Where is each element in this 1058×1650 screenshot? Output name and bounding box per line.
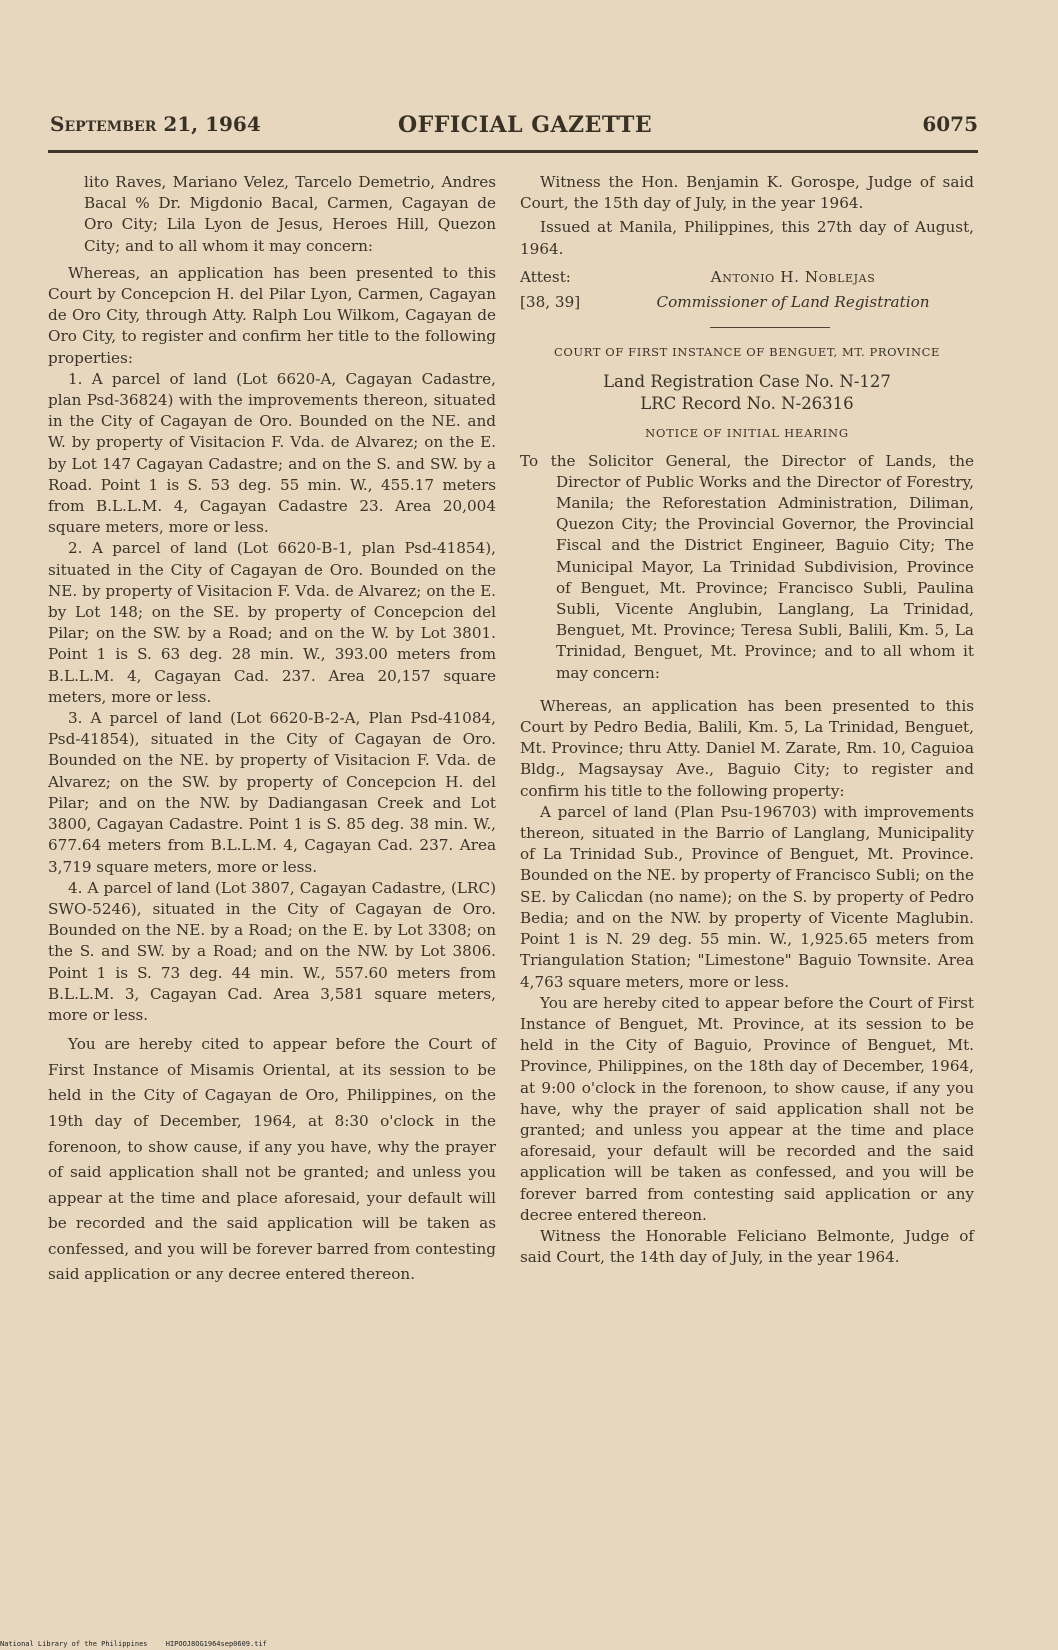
parcel-paragraph: A parcel of land (Plan Psu-196703) with improvements thereon, situated in the Barrio of Langlang, Municipality of La Trinidad Sub., Province of Benguet, Mt. Province. Bounded on the NE. by property of Francisco Subli; on the SE. by Calicdan (no name); on the S. by property of Pedro Bedia; and on the NW. by property of Vicente Maglubin. Point 1 is N. 29 deg. 55 min. W., 1,925.65 meters from Triangulation Station; "Limestone" Baguio Townsite. Area 4,763 square meters, more or less. (520, 802, 974, 991)
header-title: OFFICIAL GAZETTE (398, 112, 653, 138)
footer-file: HIPOOJ8OG1964sep0609.tif (165, 1640, 267, 1648)
parcel-item-1: 1. A parcel of land (Lot 6620-A, Cagayan Cadastre, plan Psd-36824) with the improvements thereon, situated in the City of Cagayan de Oro. Bounded on the NE. and W. by property of Visitacion F. Vda. de Alvarez; on the E. by Lot 147 Cagayan Cadastre; and on the S. and SW. by a Road. Point 1 is S. 53 deg. 55 min. W., 455.17 meters from B.L.L.M. 4, Cagayan Cadastre 23. Area 20,004 square meters, more or less. (48, 369, 496, 537)
parcel-item-4: 4. A parcel of land (Lot 3807, Cagayan Cadastre, (LRC) SWO-5246), situated in the City of Cagayan de Oro. Bounded on the NE. by a Road; on the E. by Lot 3308; on the S. and SW. by a Road; and on the NW. by Lot 3806. Point 1 is S. 73 deg. 44 min. W., 557.60 meters from B.L.L.M. 3, Cagayan Cad. Area 3,581 square meters, more or less. (48, 878, 496, 1024)
attest-label: Attest: (520, 267, 571, 286)
right-column (520, 172, 974, 1268)
lrc-record: LRC Record No. N-26316 (640, 394, 854, 414)
whereas-paragraph-2: Whereas, an application has been presented to this Court by Pedro Bedia, Balili, Km. 5, La Trinidad, Benguet, Mt. Province; thru Atty. Daniel M. Zarate, Rm. 10, Caguioa Bldg., Magsaysay Ave., Baguio City; to register and confirm his title to the following property: (520, 696, 974, 800)
attest-block-2 (520, 292, 974, 313)
attest-block (520, 267, 974, 288)
attest-reference: [38, 39] (520, 293, 581, 312)
case-number: Land Registration Case No. N-127 (603, 372, 891, 392)
addressee-paragraph: lito Raves, Mariano Velez, Tarcelo Demetrio, Andres Bacal % Dr. Migdonio Bacal, Carmen, Cagayan de Oro City; Lila Lyon de Jesus, Heroes Hill, Quezon City; and to all whom it may concern: (84, 173, 496, 255)
footer-library: National Library of the Philippines (0, 1640, 148, 1648)
issued-paragraph: Issued at Manila, Philippines, this 27th day of August, 1964. (520, 218, 974, 258)
attest-title: Commissioner of Land Registration (656, 293, 930, 312)
attest-signatory: Antonio H. Noblejas (710, 267, 876, 286)
witness-paragraph-2: Witness the Honorable Feliciano Belmonte, Judge of said Court, the 14th day of July, in the year 1964. (520, 1226, 974, 1267)
parcel-item-3: 3. A parcel of land (Lot 6620-B-2-A, Plan Psd-41084, Psd-41854), situated in the City of Cagayan de Oro. Bounded on the NE. by property of Visitacion F. Vda. de Alvarez; on the SW. by property of Concepcion H. del Pilar; and on the NW. by Dadiangasan Creek and Lot 3800, Cagayan Cadastre. Point 1 is S. 85 deg. 38 min. W., 677.64 meters from B.L.L.M. 4, Cagayan Cad. 237. Area 3,719 square meters, more or less. (48, 709, 496, 876)
whereas-paragraph: Whereas, an application has been presented to this Court by Concepcion H. del Pilar Lyon, Carmen, Cagayan de Oro City, through Atty. Ralph Lou Wilkom, Cagayan de Oro City, to register and confirm her title to the following properties: (48, 263, 496, 367)
witness-paragraph-1: Witness the Hon. Benjamin K. Gorospe, Judge of said Court, the 15th day of July, in the year 1964. (520, 173, 974, 213)
scan-footer (0, 1640, 281, 1648)
section-divider (710, 327, 830, 328)
left-column (48, 172, 496, 1288)
page-number: 6075 (922, 112, 978, 136)
header-date: September 21, 1964 (50, 112, 261, 136)
court-heading: COURT OF FIRST INSTANCE OF BENGUET, MT. PROVINCE (553, 345, 941, 360)
cited-paragraph-2: You are hereby cited to appear before the Court of First Instance of Benguet, Mt. Province, at its session to be held in the City of Baguio, Province of Benguet, Mt. Province, Philippines, on the 18th day of December, 1964, at 9:00 o'clock in the forenoon, to show cause, if any you have, why the prayer of said application shall not be granted; and unless you appear at the time and place aforesaid, your default will be recorded and the said application will be taken as confessed, and you will be forever barred from contesting said application or any decree entered thereon. (520, 993, 974, 1224)
notice-heading: NOTICE OF INITIAL HEARING (645, 426, 849, 441)
to-paragraph: To the Solicitor General, the Director of Lands, the Director of Public Works and the Director of Forestry, Manila; the Reforestation Administration, Diliman, Quezon City; the Provincial Governor, the Provincial Fiscal and the District Engineer, Baguio City; The Municipal Mayor, La Trinidad Subdivision, Province of Benguet, Mt. Province; Francisco Subli, Paulina Subli, Vicente Anglubin, Langlang, La Trinidad, Benguet, Mt. Province; Teresa Subli, Balili, Km. 5, La Trinidad, Benguet, Mt. Province; and to all whom it may concern: (520, 451, 974, 682)
parcel-item-2: 2. A parcel of land (Lot 6620-B-1, plan Psd-41854), situated in the City of Cagayan de Oro. Bounded on the NE. by property of Visitacion F. Vda. de Alvarez; on the E. by Lot 148; on the SE. by property of Concepcion del Pilar; on the SW. by a Road; and on the W. by Lot 3801. Point 1 is S. 63 deg. 28 min. W., 393.00 meters from B.L.L.M. 4, Cagayan Cad. 237. Area 20,157 square meters, more or less. (48, 539, 496, 706)
header-rule (48, 150, 978, 153)
cited-paragraph: You are hereby cited to appear before the Court of First Instance of Misamis Oriental, at its session to be held in the City of Cagayan de Oro, Philippines, on the 19th day of December, 1964, at 8:30 o'clock in the forenoon, to show cause, if any you have, why the prayer of said application shall not be granted; and unless you appear at the time and place aforesaid, your default will be recorded and the said application will be taken as confessed, and you will be forever barred from contesting said application or any decree entered thereon. (48, 1035, 496, 1284)
